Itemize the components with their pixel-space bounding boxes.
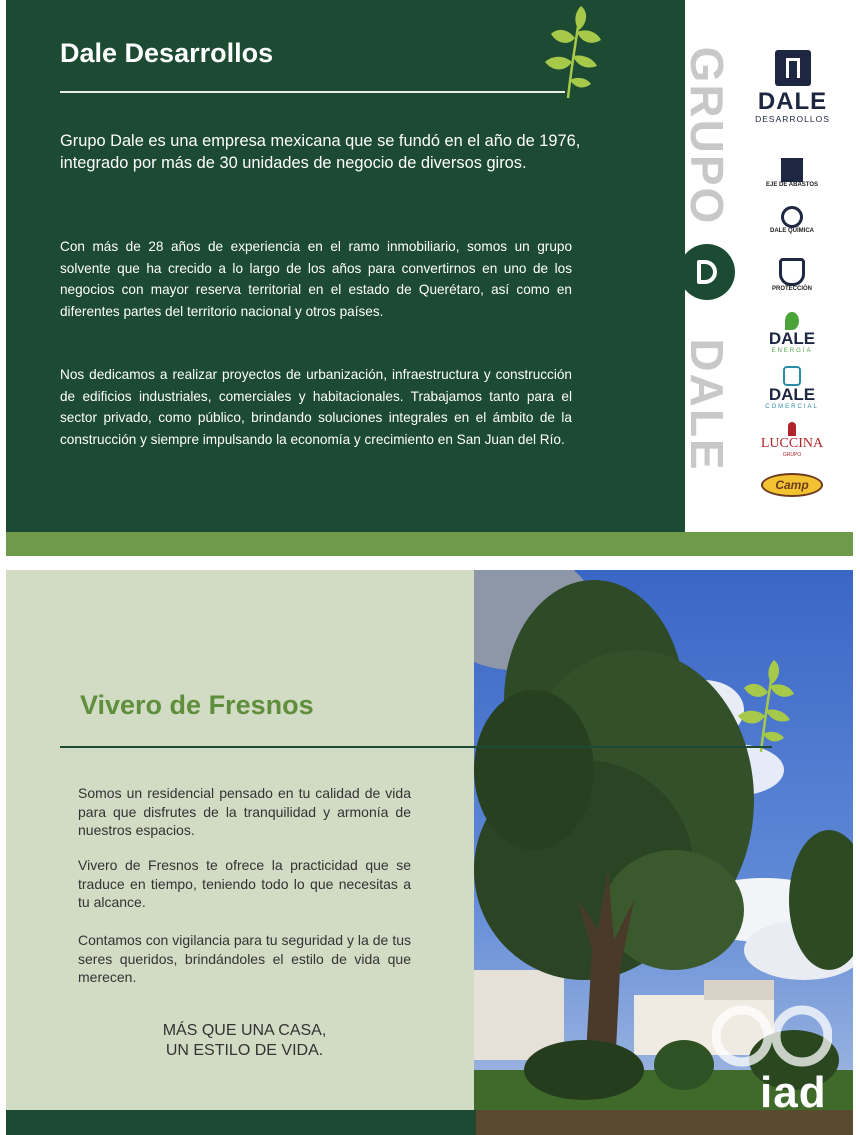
eje-icon bbox=[781, 158, 803, 182]
services-paragraph: Nos dedicamos a realizar proyectos de urbanización, infraestructura y construcción de edificios industriales, comerciales y habitacionales. Trabajamos tanto para el sector privado, como público, brindando soluciones integrales en el ámbito de la construcción y siempre impulsando la economía y crecimiento en San Juan del Río. bbox=[60, 367, 572, 447]
title-divider bbox=[60, 91, 565, 93]
intro-text: Grupo Dale es una empresa mexicana que se fundó en el año de 1976, integrado por más de 30 unidades de negocio de diversos giros. bbox=[60, 132, 581, 172]
lifestyle-paragraph: Somos un residencial pensado en tu calidad de vida para que disfrutes de la tranquilidad y armonía de nuestros espacios. bbox=[78, 785, 411, 838]
dale-vertical-word: DALE bbox=[681, 338, 733, 472]
security-paragraph: Contamos con vigilancia para tu seguridad y la de tus seres queridos, brindándoles el estilo de vida que merecen. bbox=[78, 932, 411, 985]
section-title: Vivero de Fresnos bbox=[80, 690, 314, 720]
experience-paragraph: Con más de 28 años de experiencia en el ramo inmobiliario, somos un grupo solvente que ha crecido a lo largo de los años para convertirnos en uno de los negocios con mayor reserva territorial en el estado de Querétaro, así como en diferentes partes del territorio nacional y otros países. bbox=[60, 239, 572, 319]
accent-stripe bbox=[6, 532, 853, 556]
luccina-logo: LUCCINA GRUPO bbox=[752, 422, 832, 458]
eje-de-abastos-logo: EJE DE ABASTOS bbox=[752, 158, 832, 189]
watermark-circles-icon bbox=[712, 996, 832, 1076]
leaf-icon bbox=[728, 654, 798, 754]
drop-icon bbox=[785, 312, 799, 330]
grupo-dale-emblem-icon bbox=[679, 244, 735, 300]
dale-energia-logo: DALE ENERGÍA bbox=[752, 312, 832, 354]
slogan: MÁS QUE UNA CASA, UN ESTILO DE VIDA. bbox=[162, 1022, 327, 1059]
magnifier-icon bbox=[781, 206, 803, 228]
footer-band bbox=[6, 1110, 476, 1135]
dale-mark-icon bbox=[775, 50, 811, 86]
practicality-paragraph: Vivero de Fresnos te ofrece la practicidad que se traduce en tiempo, teniendo todo lo que necesitas a tu alcance. bbox=[78, 857, 411, 910]
grupo-vertical-word: GRUPO bbox=[681, 46, 733, 225]
shield-icon bbox=[779, 258, 805, 286]
camp-logo: Camp bbox=[752, 473, 832, 497]
section-title: Dale Desarrollos bbox=[60, 38, 274, 68]
leaf-icon bbox=[535, 0, 605, 100]
luccina-icon bbox=[788, 422, 796, 436]
shopping-icon bbox=[783, 366, 801, 386]
title-divider bbox=[60, 746, 772, 748]
dale-desarrollos-logo: DALE DESARROLLOS bbox=[750, 50, 835, 124]
dale-comercial-logo: DALE COMERCIAL bbox=[752, 366, 832, 410]
proteccion-logo: PROTECCIÓN bbox=[752, 258, 832, 293]
watermark: iad bbox=[760, 1068, 827, 1117]
dale-quimica-logo: DALE QUÍMICA bbox=[752, 206, 832, 235]
